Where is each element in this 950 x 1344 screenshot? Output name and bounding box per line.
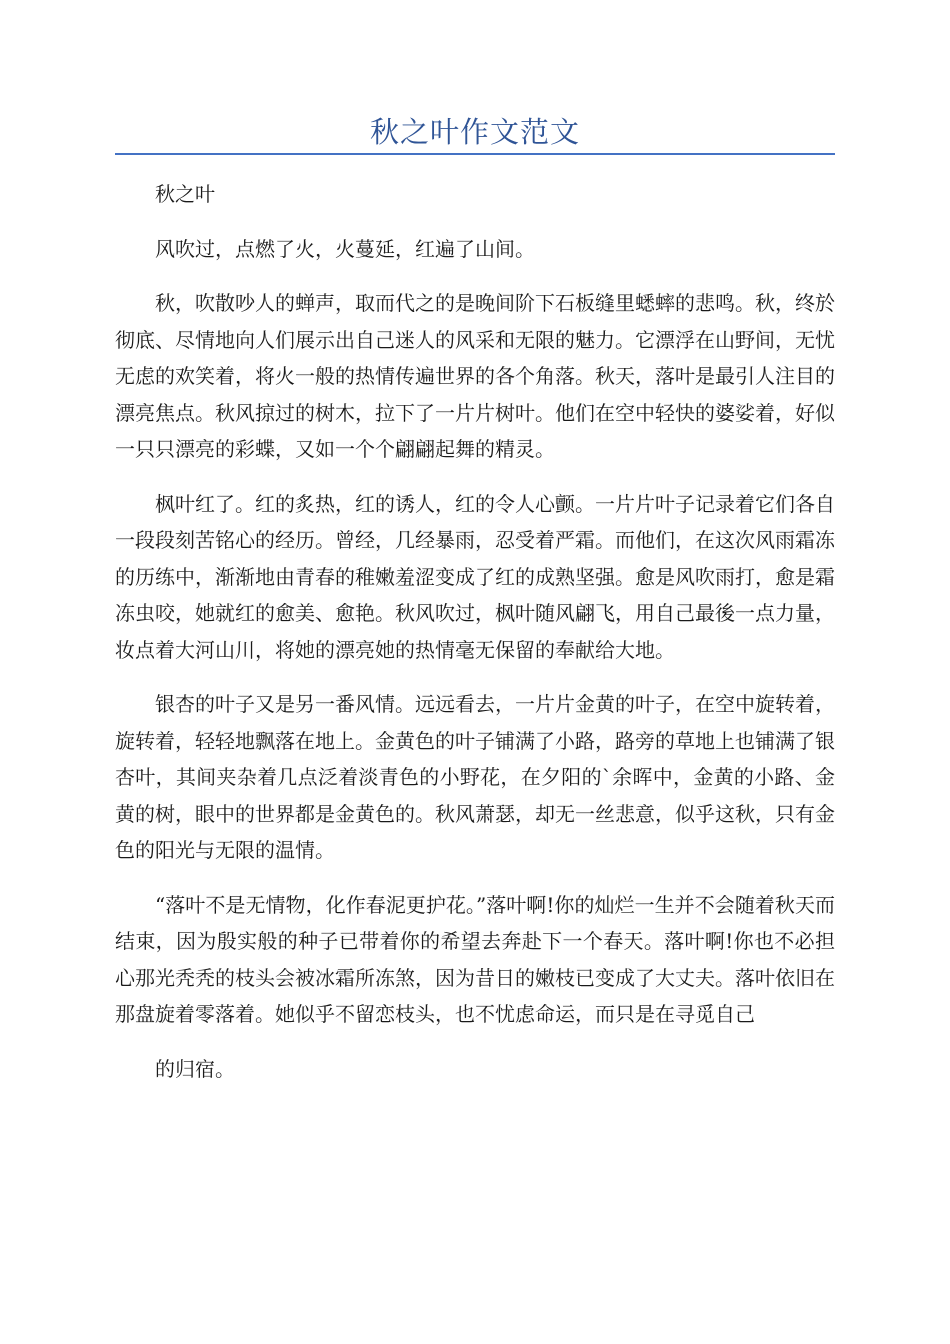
paragraph: 的归宿。 [155,1056,235,1081]
paragraph: 风吹过，点燃了火，火蔓延，红遍了山间。 [155,236,535,261]
paragraph: 秋，吹散吵人的蝉声，取而代之的是晚间阶下石板缝里蟋蟀的悲鸣。秋，终於彻底、尽情地向人们展示出自己迷人的风采和无限的魅力。它漂浮在山野间，无忧无虑的欢笑着，将火一般的热情传遍世界的各个角落。秋天，落叶是最引人注目的漂亮焦点。秋风掠过的树木，拉下了一片片树叶。他们在空中轻快的婆娑着，好似一只只漂亮的彩蝶，又如一个个翩翩起舞的精灵。 [115,291,835,461]
paragraph: 枫叶红了。红的炙热，红的诱人，红的令人心颤。一片片叶子记录着它们各自一段段刻苦铭心的经历。曾经，几经暴雨，忍受着严霜。而他们，在这次风雨霜冻的历练中，渐渐地由青春的稚嫩羞涩变成了红的成熟坚强。愈是风吹雨打，愈是霜冻虫咬，她就红的愈美、愈艳。秋风吹过，枫叶随风翩飞，用自己最後一点力量，妆点着大河山川，将她的漂亮她的热情毫无保留的奉献给大地。 [115,491,835,662]
title-underline [115,153,835,155]
paragraph: 银杏的叶子又是另一番风情。远远看去，一片片金黄的叶子，在空中旋转着，旋转着，轻轻地飘落在地上。金黄色的叶子铺满了小路，路旁的草地上也铺满了银杏叶，其间夹杂着几点泛着淡青色的小野花，在夕阳的`余晖中，金黄的小路、金黄的树，眼中的世界都是金黄色的。秋风萧瑟，却无一丝悲意，似乎这秋，只有金色的阳光与无限的温情。 [115,692,835,862]
paragraph: “落叶不是无情物，化作春泥更护花。”落叶啊!你的灿烂一生并不会随着秋天而结束，因为殷实般的种子已带着你的希望去奔赴下一个春天。落叶啊!你也不必担心那光秃秃的枝头会被冰霜所冻煞，因为昔日的嫩枝已变成了大丈夫。落叶依旧在那盘旋着零落着。她似乎不留恋枝头，也不忧虑命运，而只是在寻觅自己 [115,892,835,1026]
paragraph-heading: 秋之叶 [155,182,215,206]
document-title: 秋之叶作文范文 [369,115,580,149]
document-body [115,176,835,1105]
